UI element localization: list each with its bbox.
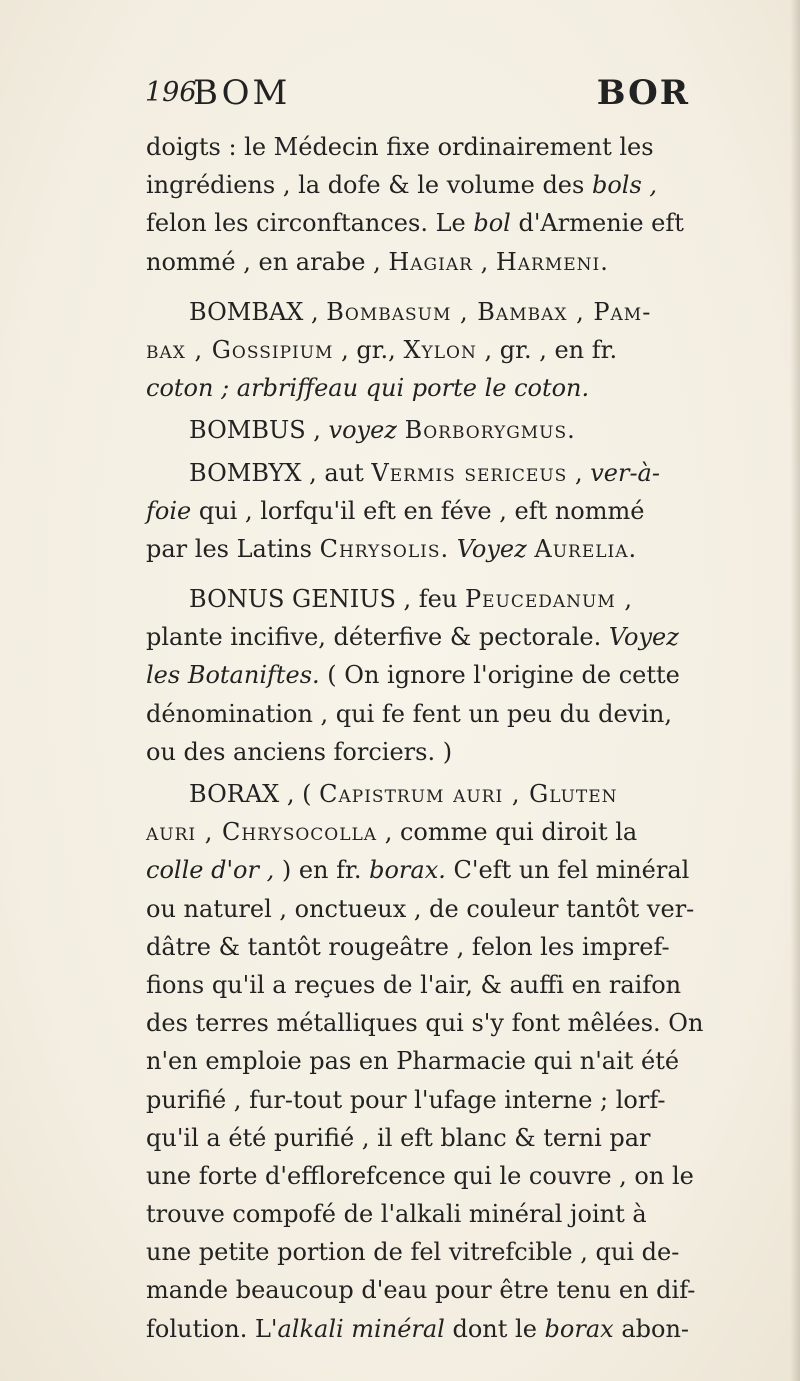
small-caps-term: Chrysolis. xyxy=(319,534,450,563)
small-caps-term: Bombasum , Bambax , Pam- xyxy=(326,297,652,326)
text-span: felon les circonftances. Le xyxy=(146,209,474,238)
entry-gap xyxy=(146,568,766,580)
text-span: par les Latins xyxy=(146,534,320,563)
text-span: folution. L' xyxy=(146,1314,278,1343)
small-caps-term: Peucedanum , xyxy=(464,585,634,614)
text-span: , xyxy=(567,458,591,487)
italic-term: voyez xyxy=(328,416,405,445)
text-span: ou des anciens forciers. ) xyxy=(146,737,453,766)
text-line xyxy=(146,1004,766,1042)
header-left-word: BOM xyxy=(193,73,291,113)
text-line xyxy=(146,1195,766,1233)
text-span: doigts : le Médecin fixe ordinairement les xyxy=(146,133,654,161)
text-line xyxy=(146,369,766,407)
text-span: ) en fr. xyxy=(274,856,370,885)
text-line xyxy=(146,1081,766,1119)
text-span: plante incifive, déterfive & pectorale. xyxy=(146,623,609,652)
text-span: dont le xyxy=(444,1314,545,1343)
text-span: une petite portion de fel vitrefcible , qui de- xyxy=(146,1238,680,1267)
text-span: purifié , fur-tout pour l'ufage interne ; lorf- xyxy=(146,1085,666,1114)
text-line xyxy=(146,1233,766,1271)
small-caps-term: Capistrum auri , Gluten xyxy=(319,780,618,808)
entry-gap xyxy=(146,281,766,293)
entry-bol-continuation xyxy=(146,128,766,281)
text-span: qui , lorfqu'il eft en féve , eft nommé xyxy=(191,496,645,525)
text-span: qu'il a été purifié , il eft blanc & terni par xyxy=(146,1123,651,1152)
italic-term: borax xyxy=(544,1314,614,1343)
text-line xyxy=(146,331,766,369)
text-span: C'eft un fel minéral xyxy=(445,856,690,885)
italic-term: bol xyxy=(473,209,511,238)
text-line xyxy=(146,966,766,1004)
small-caps-term: auri , Chrysocolla xyxy=(146,818,378,847)
entry-headword-line xyxy=(146,411,766,449)
text-span: ingrédiens , la dofe & le volume des xyxy=(146,171,592,200)
italic-term: ver-à- xyxy=(590,458,660,487)
text-span: trouve compofé de l'alkali minéral joint à xyxy=(146,1200,647,1229)
text-span: mande beaucoup d'eau pour être tenu en dif- xyxy=(146,1276,696,1305)
text-span: ( On ignore l'origine de cette xyxy=(319,661,680,690)
small-caps-term: Aurelia. xyxy=(534,534,638,563)
text-span: dâtre & tantôt rougeâtre , felon les impref- xyxy=(146,932,670,961)
text-line xyxy=(146,618,766,656)
headword: BOMBYX , aut xyxy=(189,458,372,487)
main-text xyxy=(146,128,766,1348)
small-caps-term: Hagiar xyxy=(388,247,473,276)
entry-bombax xyxy=(146,293,766,408)
small-caps-term: Harmeni. xyxy=(495,247,609,276)
header-right-word: BOR xyxy=(596,73,690,113)
text-span: , gr. , en fr. xyxy=(476,335,618,364)
italic-term: foie xyxy=(146,496,192,525)
text-span: , xyxy=(472,247,496,276)
entry-bombyx xyxy=(146,454,766,569)
text-line xyxy=(146,204,766,242)
text-span: abon- xyxy=(613,1314,690,1343)
text-span: des terres métalliques qui s'y font mêlées. On xyxy=(146,1009,704,1038)
headword: BORAX , ( xyxy=(189,780,320,808)
italic-term: borax. xyxy=(369,856,446,885)
small-caps-term: Vermis sericeus xyxy=(371,458,568,487)
text-line xyxy=(146,530,766,568)
text-line xyxy=(146,695,766,733)
text-line xyxy=(146,733,766,771)
headword: BOMBUS , xyxy=(189,416,329,445)
text-line xyxy=(146,851,766,889)
text-line xyxy=(146,1157,766,1195)
text-span: , comme qui diroit la xyxy=(377,818,638,847)
text-span: ou naturel , onctueux , de couleur tantôt ver- xyxy=(146,894,695,923)
italic-term: Voyez xyxy=(449,534,535,563)
entry-headword-line xyxy=(146,454,766,492)
headword: BOMBAX , xyxy=(189,297,327,326)
text-line xyxy=(146,1310,766,1348)
entry-headword-line xyxy=(146,775,766,813)
text-line xyxy=(146,166,766,204)
italic-term: les Botaniftes. xyxy=(146,661,320,690)
italic-term: alkali minéral xyxy=(277,1314,445,1343)
text-line xyxy=(146,813,766,851)
headword: BONUS GENIUS , feu xyxy=(189,585,465,614)
small-caps-term: Xylon xyxy=(403,335,477,364)
text-line xyxy=(146,1119,766,1157)
entry-bonus-genius xyxy=(146,580,766,771)
entry-headword-line xyxy=(146,293,766,331)
entry-borax xyxy=(146,775,766,1348)
entry-bombus xyxy=(146,411,766,449)
text-span: fions qu'il a reçues de l'air, & auffi en raifon xyxy=(146,970,682,999)
small-caps-term: Borborygmus. xyxy=(404,416,576,445)
text-line xyxy=(146,1271,766,1309)
text-line xyxy=(146,243,766,281)
text-span: d'Armenie eft xyxy=(510,209,684,238)
text-line xyxy=(146,656,766,694)
italic-term: coton ; arbriffeau qui porte le coton. xyxy=(146,374,590,403)
text-line xyxy=(146,890,766,928)
text-span: n'en emploie pas en Pharmacie qui n'ait été xyxy=(146,1047,680,1076)
text-span: dénomination , qui fe fent un peu du devin, xyxy=(146,699,672,728)
italic-term: bols , xyxy=(591,171,658,200)
page-number: 196 xyxy=(145,77,197,108)
running-header xyxy=(145,68,690,118)
text-line xyxy=(146,1042,766,1080)
italic-term: colle d'or , xyxy=(146,856,275,885)
entry-headword-line xyxy=(146,580,766,618)
small-caps-term: bax , Gossipium xyxy=(146,335,334,364)
text-line xyxy=(146,492,766,530)
italic-term: Voyez xyxy=(608,623,679,652)
text-span: , gr., xyxy=(333,335,404,364)
text-span: nommé , en arabe , xyxy=(146,247,389,276)
text-span: une forte d'efflorefcence qui le couvre , on le xyxy=(146,1161,694,1190)
text-line xyxy=(146,928,766,966)
text-line xyxy=(146,128,766,166)
page-edge-shadow xyxy=(790,0,800,1381)
